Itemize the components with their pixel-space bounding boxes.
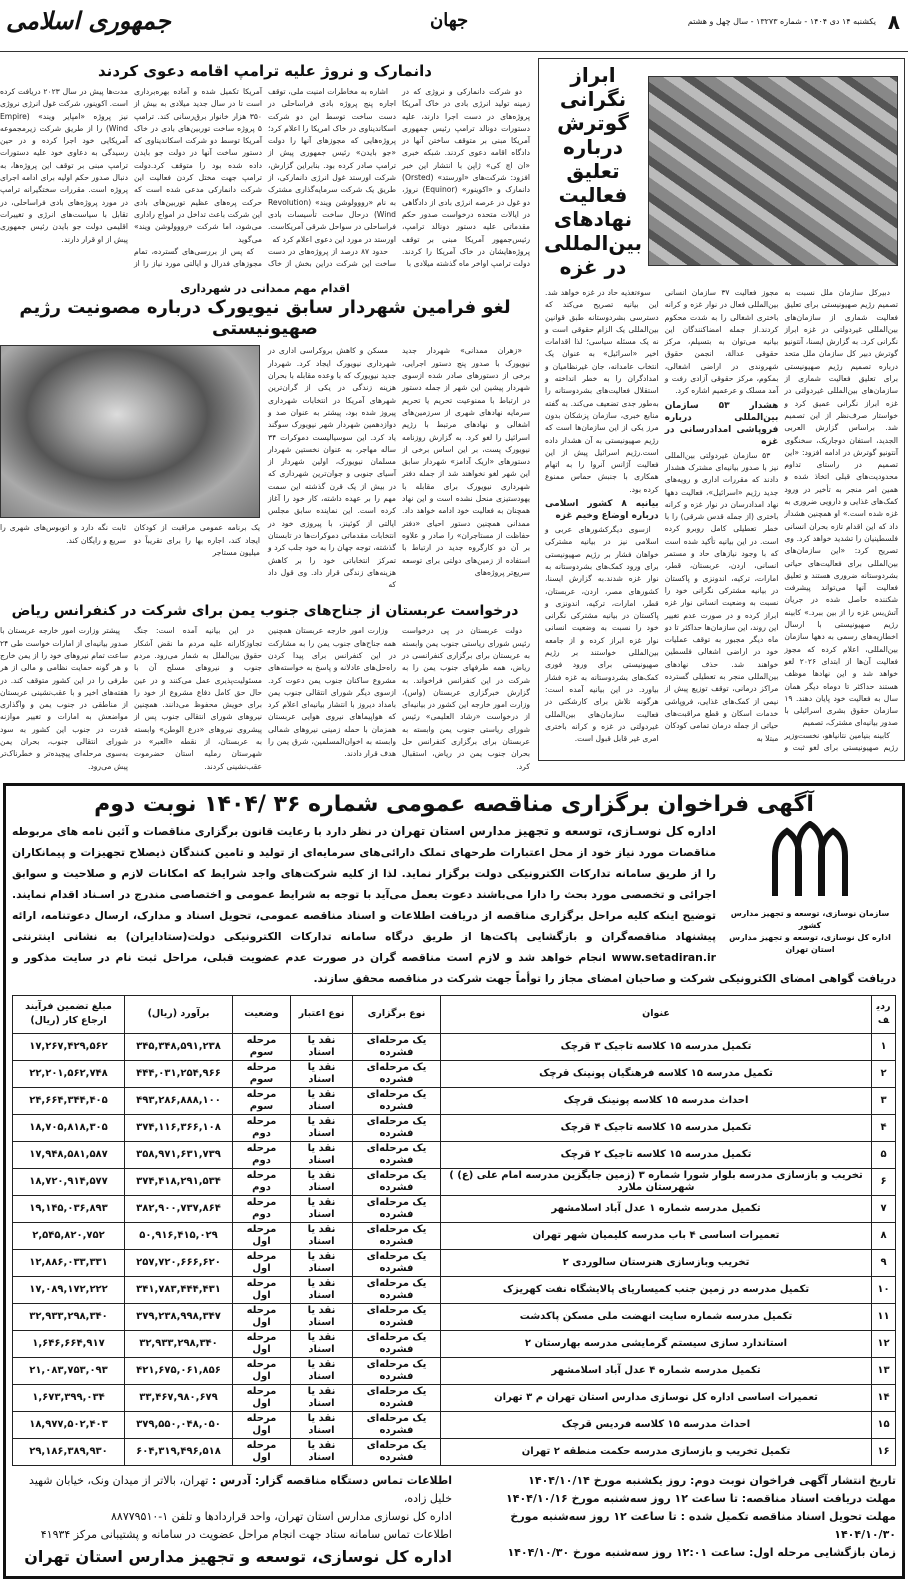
tender-method: یک مرحله‌ای فشرده <box>353 1357 441 1384</box>
table-row <box>13 1330 896 1357</box>
stage: مرحله اول <box>233 1249 291 1276</box>
estimate: ۶۰۴,۳۱۹,۴۹۶,۵۱۸ <box>125 1438 233 1465</box>
guarantee: ۱,۶۴۶,۶۶۴,۹۱۷ <box>13 1330 125 1357</box>
article-body-yemen <box>0 625 530 773</box>
paragraph: سوءتغذیه حاد در غزه خواهد شد. این بیانیه تصریح می‌کند که دسترسی بشردوستانه طبق قوانین بین‌المللی یک الزام حقوقی است و نه یک مسئله سیاسی؛ لذا اقدامات اخیر «اسرائیل» به عنوان یک انتخاب عامدانه، جان غیرنظامیان و امدادگران را به خطر انداخته و استقلال فعالیت‌های بشردوستانه را به‌طور جدی تضعیف می‌کند. به گفته منابع خبری، سازمان پزشکان بدون مرز یکی از این سازمان‌ها است که رژیم صهیونیستی به آن هشدار داده است.رژیم اسرائیل پیش از این فعالیت آژانس آنروا را به اتهام همکاری با جنبش حماس ممنوع کرده بود. <box>545 288 659 494</box>
tender-title: تعمیرات اساسی ۴ باب مدرسه کلیمیان شهر تهران <box>441 1222 872 1249</box>
stage: مرحله اول <box>233 1303 291 1330</box>
guarantee: ۲۲,۲۰۱,۵۶۲,۷۴۸ <box>13 1060 125 1087</box>
table-row <box>13 1114 896 1141</box>
contact-phone: اداره کل نوسازی مدارس استان تهران، واحد قراردادها و تلفن ۱-۸۸۷۷۹۵۱۰ <box>111 1509 452 1523</box>
tender-advertisement <box>3 783 905 1579</box>
column-header: ردیف <box>872 995 896 1033</box>
paragraph: در این بیانیه آمده است: جنگ تجاوزکارانه علیه مردم ما نقض آشکار حقوق بین‌الملل به شمار می‌رود. مردم جنوب و نیروهای مسلح آن با مسئولیت‌پذیری عمل می‌کنند و در عین حال حق کامل دفاع مشروع از خود را برای خویش محفوظ می‌دانند. همچنین نیروهای شورای انتقالی جنوب پس از پیشروی نیروهای «درع الوطن» وابسته به عربستان، از نقطه «العبر» در شهرستان رملیه استان حضرموت عقب‌نشینی کردند. <box>134 626 262 771</box>
tender-method: یک مرحله‌ای فشرده <box>353 1114 441 1141</box>
ad-signature: اداره کل نوسازی، توسعه و تجهیز مدارس استان تهران <box>24 1546 452 1566</box>
guarantee: ۳۲,۹۳۳,۲۹۸,۳۴۰ <box>13 1303 125 1330</box>
contact-setad: اطلاعات تماس سامانه ستاد جهت انجام مراحل عضویت در سامانه و پشتیبانی مرکز ۴۱۹۳۴ <box>40 1527 452 1541</box>
credit-type: نقد یا اسناد <box>291 1249 353 1276</box>
estimate: ۳۷۹,۵۵۰,۰۴۸,۰۵۰ <box>125 1411 233 1438</box>
tender-date-line: مهلت دریافت اسناد مناقصه: تا ساعت ۱۲ روز سه‌شنبه مورخ ۱۴۰۴/۱۰/۱۶ <box>506 1491 896 1505</box>
column-header: نوع اعتبار <box>291 995 353 1033</box>
tender-date-line: زمان بازگشایی مرحله اول: ساعت ۱۲:۰۱ روز سه‌شنبه مورخ ۱۴۰۴/۱۰/۳۰ <box>507 1545 896 1559</box>
row-number: ۶ <box>872 1168 896 1195</box>
credit-type: نقد یا اسناد <box>291 1357 353 1384</box>
guarantee: ۱۷,۰۸۹,۱۷۲,۲۲۲ <box>13 1276 125 1303</box>
estimate: ۴۹۳,۲۸۶,۸۸۸,۱۰۰ <box>125 1087 233 1114</box>
estimate: ۳۷۴,۴۱۸,۲۹۱,۵۳۴ <box>125 1168 233 1195</box>
estimate: ۲۵۷,۷۲۰,۶۶۶,۶۲۰ <box>125 1249 233 1276</box>
estimate: ۴۲۱,۶۷۵,۰۶۱,۸۵۶ <box>125 1357 233 1384</box>
photo-gaza-food-line <box>648 76 898 266</box>
guarantee: ۱۸,۷۰۵,۸۱۸,۳۰۵ <box>13 1114 125 1141</box>
credit-type: نقد یا اسناد <box>291 1033 353 1060</box>
tender-title: تکمیل مدرسه شماره ۱ عدل آباد اسلامشهر <box>441 1195 872 1222</box>
subheading: هشدار ۵۳ سازمان بین‌المللی درباره فروپاشی امدادرسانی در غزه <box>664 400 779 447</box>
tender-title: تکمیل مدرسه ۱۵ کلاسه تاجیک ۴ قرچک <box>441 1114 872 1141</box>
table-row <box>13 1438 896 1465</box>
stage: مرحله سوم <box>233 1087 291 1114</box>
photo-mayor <box>0 345 260 518</box>
table-row <box>13 1060 896 1087</box>
row-number: ۴ <box>872 1114 896 1141</box>
table-row <box>13 1195 896 1222</box>
organization-logo-icon <box>765 821 855 901</box>
stage: مرحله دوم <box>233 1141 291 1168</box>
stage: مرحله سوم <box>233 1060 291 1087</box>
section-title: جهان <box>430 10 469 31</box>
stage: مرحله اول <box>233 1384 291 1411</box>
stage: مرحله دوم <box>233 1195 291 1222</box>
left-articles <box>0 58 530 773</box>
paragraph: ازسوی دیگرکشورهای عربی و اسلامی نیز در بیانیه مشترکی خواهان فشار بر رژیم صهیونیستی برای ورود کمک‌های بشردوستانه به نوار غزه شدند.به گزارش ایسنا، کشورهای مصر، اردن، عربستان، قطر، امارات، ترکیه، اندونزی و پاکستان در بیانیه مشترکی نگرانی خود را نسبت به وضعیت انسانی نوار غزه ابراز کرده و از جامعه بین‌المللی خواستند بر رژیم صهیونیستی برای ورود فوری کمک‌های بشردوستانه به غزه فشار بیاورد. در این بیانیه آمده است: هرگونه تلاش برای کارشکنی در فعالیت سازمان‌های بین‌المللی غیردولتی در غزه و کرانه باختری امری غیر قابل قبول است. <box>545 525 659 744</box>
tender-method: یک مرحله‌ای فشرده <box>353 1087 441 1114</box>
column-header: نوع برگزاری <box>353 995 441 1033</box>
tender-table <box>12 995 896 1466</box>
estimate: ۳۵۸,۹۷۱,۶۳۱,۷۳۹ <box>125 1141 233 1168</box>
photo-caption-area <box>0 522 260 559</box>
row-number: ۱ <box>872 1033 896 1060</box>
stage: مرحله اول <box>233 1411 291 1438</box>
estimate: ۵۰,۹۱۶,۴۱۵,۰۲۹ <box>125 1222 233 1249</box>
article-body-gaza <box>545 287 898 754</box>
tender-method: یک مرحله‌ای فشرده <box>353 1033 441 1060</box>
estimate: ۳۴۱,۷۸۳,۴۴۴,۴۳۱ <box>125 1276 233 1303</box>
row-number: ۳ <box>872 1087 896 1114</box>
tender-dates <box>466 1472 896 1568</box>
row-number: ۲ <box>872 1060 896 1087</box>
credit-type: نقد یا اسناد <box>291 1141 353 1168</box>
page-number: ۸ <box>887 10 900 34</box>
newspaper-logo: جمهوری اسلامی <box>6 6 171 35</box>
tender-date-line: تاریخ انتشار آگهی فراخوان نوبت دوم: روز یکشنبه مورخ ۱۴۰۴/۱۰/۱۴ <box>528 1473 896 1487</box>
article-box-gaza <box>538 58 905 761</box>
article-body-denmark <box>0 86 530 270</box>
tender-method: یک مرحله‌ای فشرده <box>353 1195 441 1222</box>
guarantee: ۱۷,۲۶۷,۴۲۹,۵۶۲ <box>13 1033 125 1060</box>
tender-method: یک مرحله‌ای فشرده <box>353 1168 441 1195</box>
table-row <box>13 1141 896 1168</box>
article-title-yemen: درخواست عربستان از جناح‌های جنوب یمن برای شرکت در کنفرانس ریاض <box>11 603 519 620</box>
tender-method: یک مرحله‌ای فشرده <box>353 1249 441 1276</box>
credit-type: نقد یا اسناد <box>291 1222 353 1249</box>
tender-method: یک مرحله‌ای فشرده <box>353 1411 441 1438</box>
guarantee: ۱۸,۹۷۷,۵۰۲,۴۰۳ <box>13 1411 125 1438</box>
article-title-nyc: لغو فرامین شهردار سابق نیویورک درباره مصونیت رژیم صهیونیستی <box>19 297 511 340</box>
paragraph: که پس از بررسی‌های گسترده، تمام مجوزهای فدرال و ایالتی مورد نیاز را از مدت‌ها پیش در سال ۲۰۲۳ دریافت کرده است. اکوینور، شرکت غول انرژی نروژی نیز پروژه «امپایر ویند» (Empire Wind) را از طریق شرکت زیرمجموعه آمریکایی خود اجرا کرده و در حین رسیدگی به دعاوی خود علیه دستورات ترامپ مبنی بر توقف این پروژه‌ها، به دنبال صدور حکم اولیه برای ادامه اجرای پروژه است. مقررات سختگیرانه ترامپ در مورد پروژه‌های بادی فراساحلی، در تقابل با سیاست‌های انرژی و تغییرات اقلیمی دولت جو بایدن رئیس جمهوری پیش از او قرار دارند. <box>0 87 262 269</box>
tender-method: یک مرحله‌ای فشرده <box>353 1060 441 1087</box>
table-row <box>13 1357 896 1384</box>
row-number: ۱۲ <box>872 1330 896 1357</box>
credit-type: نقد یا اسناد <box>291 1195 353 1222</box>
estimate: ۳۷۹,۲۳۸,۹۹۸,۳۴۷ <box>125 1303 233 1330</box>
paragraph: دبیرکل سازمان ملل نسبت به تصمیم رژیم صهیونیستی برای تعلیق فعالیت شماری از سازمان‌های بین‌المللی غیردولتی در غزه ابراز نگرانی کرد. به گزارش ایسنا، آنتونیو گوترش دبیر کل سازمان ملل متحد درباره تصمیم رژیم صهیونیستی برای تعلیق فعالیت شماری از سازمان‌های بین‌المللی غیردولتی در غزه ابراز نگرانی عمیق کرد و خواستار صرف‌نظر از این تصمیم شد. براساس گزارش العربی الجدید، استفان دوجاریک، سخنگوی آنتونیو گوترش در ادامه افزود: «این تصمیم در راستای تداوم محدودیت‌های قبلی اتخاذ شده و همین امر منجر به تأخیر در ورود کمک‌های غذایی و دارویی ضروری به غزه شده است.» او همچنین هشدار داد که این اقدام تازه بحران انسانی فلسطینیان را تشدید خواهد کرد. وی تصریح کرد: «این سازمان‌های بین‌المللی برای فعالیت‌های حیاتی بشردوستانه ضروری هستند و تعلیق فعالیت آنها می‌تواند پیشرفت شکننده حاصل شده در جریان آتش‌بس غزه را از بین ببرد.» کابینه رژیم صهیونیستی با ارسال اخطاریه‌های رسمی به دهها سازمان بین‌المللی، اعلام کرده که مجوز فعالیت آن‌ها از ابتدای ۲۰۲۶ لغو خواهد شد و این نهادها موظف هستند حداکثر تا دوماه دیگر همان سال به فعالیت خود پایان دهند. ۱۹ سازمان حقوق بشری اسرائیلی با صدور بیانیه‌ای مشترک، تصمیم <box>784 288 898 728</box>
tender-method: یک مرحله‌ای فشرده <box>353 1141 441 1168</box>
row-number: ۷ <box>872 1195 896 1222</box>
article-kicker-nyc: اقدام مهم ممدانی در شهرداری <box>180 282 350 296</box>
guarantee: ۱۷,۹۴۸,۵۸۱,۵۸۷ <box>13 1141 125 1168</box>
tender-title: تکمیل مدرسه ۱۵ کلاسه فرهنگیان پونینک قرچک <box>441 1060 872 1087</box>
ad-intro-org: اداره کل نوسـازی، توسعه و تجهیز مدارس استان تهران <box>391 823 716 838</box>
guarantee: ۱,۶۷۳,۳۹۹,۰۳۴ <box>13 1384 125 1411</box>
paragraph: ۵۳ سازمان غیردولتی بین‌المللی نیز با صدور بیانیه‌ای مشترک هشدار دادند که مقررات اداری و رویه‌های جدید رژیم «اسرائیل»، فعالیت دهها نهاد امدادرسان در نوار غزه و کرانه باختری (از جمله قدس شرقی) را با خطر تعطیلی کامل روبرو کرده است. در این بیانیه تأکید شده است که با وجود نیازهای حاد و مستمر انسانی، اردن، عربستان، قطر، امارات، ترکیه، اندونزی و پاکستان در بیانیه مشترکی نگرانی خود را نسبت به وضعیت انسانی نوار غزه ابراز کرده و در صورت عدم تغییر این روند، این سازمان‌ها حداکثر تا دو ماه دیگر مجبور به توقف عملیات خود در اراضی اشغالی فلسطین خواهند شد. حذف نهادهای بین‌المللی منجر به تعطیلی گسترده مراکز درمانی، توقف توزیع پیش از نیمی از کمک‌های غذایی، فروپاشی خدمات اسکان و قطع مراقبت‌های حیاتی از جمله درمان تمامی کودکان مبتلا به <box>664 450 779 743</box>
contact-label: اطلاعات تماس دستگاه مناقصه گزار: آدرس : <box>211 1473 452 1487</box>
row-number: ۱۳ <box>872 1357 896 1384</box>
tender-method: یک مرحله‌ای فشرده <box>353 1330 441 1357</box>
credit-type: نقد یا اسناد <box>291 1438 353 1465</box>
news-area <box>0 52 908 773</box>
tender-title: استاندارد سازی سیستم گرمایشی مدرسه بهارستان ۲ <box>441 1330 872 1357</box>
org-name-province: اداره کل نوسازی، توسعه و تجهیز مدارس استان تهران <box>729 932 891 954</box>
tender-title: تکمیل مدرسه شماره سایت انهضت ملی مسکن پاکدشت <box>441 1303 872 1330</box>
tender-title: احداث مدرسه ۱۵ کلاسه پونینک قرچک <box>441 1087 872 1114</box>
estimate: ۳۲,۹۳۳,۲۹۸,۳۴۰ <box>125 1330 233 1357</box>
tender-title: تعمیرات اساسی اداره کل نوسازی مدارس استان تهران م ۳ تهران <box>441 1384 872 1411</box>
article-title-gaza: ابراز نگرانی گوترش درباره تعلیق فعالیت نهادهای بین‌المللی در غزه <box>543 63 642 279</box>
subheading: بیانیه ۸ کشور اسلامی درباره اوضاع وخیم غزه <box>545 499 659 522</box>
row-number: ۸ <box>872 1222 896 1249</box>
stage: مرحله دوم <box>233 1114 291 1141</box>
stage: مرحله اول <box>233 1438 291 1465</box>
credit-type: نقد یا اسناد <box>291 1330 353 1357</box>
paragraph: اشاره به مخاطرات امنیت ملی، توقف اجاره پنج پروژه بادی فراساحلی در دست ساخت توسط این دو شرکت اسکاندیناوی در خاک امریکا را اعلام کرد؛ پروژه‌هایی که مجوزهای آنها را دولت «جو بایدن» رئیس جمهوری پیش از ترامپ صادر کرده بود. بنابراین گزارش، شرکت اورستد غول انرژی دانمارکی، از طریق یک شرکت سرمایه‌گذاری مشترک به نام «رووولوشن ویند» (Revolution Wind) درحال ساخت تأسیسات بادی فراساحلی در سواحل شرقی آمریکاست. اورستد در مورد این دعوی اعلام کرد که <box>268 87 396 244</box>
paragraph: کابینه بنیامین نتانیاهو، نخست‌وزیر رژیم صهیونیستی برای لغو ثبت و مجوز فعالیت ۳۷ سازمان انسانی بین‌المللی فعال در نوار غزه و کرانه باختری اشغالی را به شدت محکوم کردند.از جمله امضاکنندگان این بیانیه می‌توان به بتسیلم، مرکز حقوقی عدالة، انجمن حقوق شهروندی در اراضی اشغالی، بمکوم، مرکز حقوقی آزادی رفت و آمد مسلک و عرعمیم اشاره کرد. <box>664 288 898 752</box>
tender-date-line: مهلت تحویل اسناد مناقصه تکمیل شده : تا ساعت ۱۲ روز سه‌شنبه مورخ ۱۴۰۴/۱۰/۳۰ <box>510 1509 896 1541</box>
row-number: ۱۵ <box>872 1411 896 1438</box>
page-header <box>0 0 908 52</box>
tender-method: یک مرحله‌ای فشرده <box>353 1222 441 1249</box>
paragraph: وزارت امور خارجه عربستان همچنین همه جناح‌های جنوب یمن را به مشارکت در این کنفرانس برای پیدا کردن راه‌حل‌های عادلانه و پاسخ به خواسته‌های مشروع ساکنان جنوب یمن دعوت کرد. ازسوی دیگر شورای انتقالی جنوب یمن بامداد دیروز با انتشار بیانیه‌ای اعلام کرد که هواپیماهای نیروی هوایی عربستان همزمان با حمله زمینی نیروهای شمالی وابسته به اخوان‌المسلمین، شرق یمن را هدف قرار دادند. <box>268 626 396 759</box>
tender-title: تکمیل مدرسه ۱۵ کلاسه تاجیک ۳ قرچک <box>441 1033 872 1060</box>
estimate: ۴۴۴,۰۳۱,۲۵۴,۹۶۶ <box>125 1060 233 1087</box>
row-number: ۹ <box>872 1249 896 1276</box>
column-header: عنوان <box>441 995 872 1033</box>
tender-method: یک مرحله‌ای فشرده <box>353 1276 441 1303</box>
article-body-nyc <box>268 345 530 591</box>
tender-title: تکمیل مدرسه در زمین جنب کمیساریای پالایشگاه نفت کهریزک <box>441 1276 872 1303</box>
paragraph: حدود ۸۷ درصد از پروژه‌های در دست ساخت این شرکت دراین بخش از خاک آمریکا تکمیل شده و آماده بهره‌برداری است تا در سال جدید میلادی به بیش از ۳۵۰ هزار خانوار برق‌رسانی کند. ترامپ ۵ پروژه ساخت توربین‌های بادی در خاک آمریکا توسط دو شرکت اسکاندیناوی که دستور ساخت آنها در دولت جو بایدن داده شده بود را متوقف کرد.دولت ترامپ جهت مختل کردن فعالیت این شرکت دانمارکی مدعی شده است که حرکت پره‌های عظیم توربین‌های بادی این شرکت باعث تداخل در امواج راداری می‌شود، اما شرکت «رووولوشن ویند» می‌گوید <box>134 87 396 269</box>
guarantee: ۲۴,۶۶۴,۳۴۴,۴۰۵ <box>13 1087 125 1114</box>
credit-type: نقد یا اسناد <box>291 1114 353 1141</box>
credit-type: نقد یا اسناد <box>291 1168 353 1195</box>
paragraph: دولت عربستان در پی درخواست رئیس شورای ریاستی جنوب یمن وابسته به عربستان برای برگزاری کنفرانسی در ریاض، همه طرفهای جنوب یمن را به شرکت در این کنفرانس فراخواند. به گزارش خبرگزاری عربستان (واس)، وزارت امور خارجه این کشور در بیانیه‌ای از درخواست «رشاد العلیمی» رئیس شورای ریاستی جنوب یمن وابسته به عربستان برای برگزاری کنفرانس حل بحران جنوب یمن در ریاض، استقبال کرد. <box>402 626 530 771</box>
estimate: ۳۷۴,۱۱۶,۳۶۶,۱۰۸ <box>125 1114 233 1141</box>
row-number: ۱۶ <box>872 1438 896 1465</box>
paragraph: مسکن و کاهش بروکراسی اداری در شهرداری نیویورک ایجاد کرد. شهردار جدید نیویورک که با وعده مقابله با بحران هزینه زندگی در یکی از گران‌ترین شهرهای آمریکا در انتخابات شهرداری پیروز شده بود، پیشتر به عنوان صد و دوازدهمین شهردار شهر نیویورک سوگند یاد کرد. این سوسیالیست دموکرات ۳۴ ساله مهاجر، به عنوان نخستین شهردار مسلمان نیویورک، اولین شهردار از آسیای جنوبی و جوان‌ترین شهرداری که در بیش از یک قرن گذشته این سمت مهم را بر عهده داشته، کار خود را آغاز کرده است. این نماینده سابق مجلس ایالتی از کوئینز، با پیروزی خود در انتخابات مقدماتی دموکرات‌ها در تابستان گذشته، توجه جهان را به خود جلب کرد و تمرکز انتخاباتی خود را بر کاهش هزینه‌های زندگی قرار داد. وی قول داد که <box>268 346 396 590</box>
paragraph: دو شرکت دانمارکی و نروژی که در زمینه تولید انرژی بادی در خاک آمریکا پروژه‌های در دست اجرا دارند، علیه دستورات دونالد ترامپ رئیس جمهوری آمریکا مبنی بر متوقف ساختن آنها در دادگاه اقامه دعوی کردند. شبکه خبری «ان اچ کی» ژاپن با انتشار این خبر افزود: شرکت‌های «اورستد» (Orsted) دانمارک و «اکوینور» (Equinor) نروژ، دو غول در عرصه انرژی بادی از دادگاهی در ایالات متحده درخواست صدور حکم مقدماتی علیه دستور دونالد ترامپ، رئیس‌جمهور آمریکا مبنی بر توقف پروژه‌هایشان در خاک آمریکا را کردند. دولت ترامپ اواخر ماه گذشته میلادی با <box>402 87 530 269</box>
issue-date-line: یکشنبه ۱۴ دی ۱۴۰۴ - شماره ۱۳۲۷۳ - سال چهل و هشتم <box>687 17 876 26</box>
photo-caption: ثابت نگه دارد و اتوبوس‌های شهری را سریع و رایگان کند. <box>0 523 126 545</box>
ad-intro-body: در نظر دارد با رعایت قانون برگزاری مناقصات و آئین نامه های مربوطه مناقصات مورد نیاز خود از محل اعتبارات طرحهای تملک دارائی‌های سرمایه‌ای از تولید و تامین کنندگان ذیصلاح تجهیزات و پیمانکاران را از طریق سامانه تدارکات الکترونیکی دولت برگزار نماید. لذا از کلیه شرکت‌های واجد شرایط که امکانات لازم و صلاحیت و سوابق اجرائی و تخصصی مورد بحث را دارا می‌باشند دعوت بعمل می‌آید با توجه به شرایط عمومی و اختصاصی مندرج در اسـناد اقدام نمایند. توضیح اینکه کلیه مراحل برگزاری مناقصه از دریافت اطلاعات و اسناد مناقصه عمومی، تحویل اسناد و مدارک، ارسال دعوتنامه، ارائه پیشنهاد مناقصه‌گران و بازگشایی پاکت‌ها از طریق درگاه سامانه تدارکات الکترونیکی دولت(ستادایران) به نشانی اینترنتی www.setadiran.ir انجام خواهد شد و لازم است مناقصه گران در صورت عدم عضویت قبلی، مراحل ثبت نام در سایت مذکور و دریافت گواهی امضای الکترونیکی شرکت و صاحبان امضای مجاز را توأماً جهت شرکت در مناقصه محقق سازند. <box>12 824 896 985</box>
table-row <box>13 1384 896 1411</box>
contact-address: تهران، بالاتر از میدان ونک، خیابان شهید خلیل زاده، <box>29 1473 452 1505</box>
stage: مرحله سوم <box>233 1033 291 1060</box>
estimate: ۳۴۵,۳۴۸,۵۹۱,۲۳۸ <box>125 1033 233 1060</box>
stage: مرحله اول <box>233 1276 291 1303</box>
table-row <box>13 1276 896 1303</box>
guarantee: ۲۹,۱۸۶,۳۸۹,۹۳۰ <box>13 1438 125 1465</box>
table-row <box>13 1303 896 1330</box>
row-number: ۱۱ <box>872 1303 896 1330</box>
credit-type: نقد یا اسناد <box>291 1411 353 1438</box>
contact-info <box>12 1472 452 1568</box>
photo-caption: یک برنامه عمومی مراقبت از کودکان ایجاد کند، اجاره بها را برای تقریباً دو میلیون مستاجر <box>134 523 260 558</box>
stage: مرحله اول <box>233 1222 291 1249</box>
tender-title: تکمیل مدرسه ۱۵ کلاسه تاجیک ۲ قرچک <box>441 1141 872 1168</box>
column-header: برآورد (ریال) <box>125 995 233 1033</box>
tender-title: تخریب وبازسازی هنرستان سالوردی ۲ <box>441 1249 872 1276</box>
guarantee: ۱۸,۷۲۰,۹۱۴,۵۷۷ <box>13 1168 125 1195</box>
tender-title: تکمیل تخریب و بازسازی مدرسه حکمت منطقه ۲ تهران <box>441 1438 872 1465</box>
ad-title: آگهی فراخوان برگزاری مناقصه عمومی شماره ۳۶ /۱۴۰۴ نوبت دوم <box>94 791 814 817</box>
tender-title: احداث مدرسه ۱۵ کلاسه فردیس قرچک <box>441 1411 872 1438</box>
guarantee: ۲,۵۴۵,۸۲۰,۷۵۲ <box>13 1222 125 1249</box>
tender-method: یک مرحله‌ای فشرده <box>353 1438 441 1465</box>
estimate: ۳۳,۴۶۷,۹۸۰,۶۷۹ <box>125 1384 233 1411</box>
credit-type: نقد یا اسناد <box>291 1087 353 1114</box>
guarantee: ۱۹,۱۴۵,۰۳۶,۸۹۳ <box>13 1195 125 1222</box>
column-header: مبلغ تضمین فرآیند ارجاع کار (ریال) <box>13 995 125 1033</box>
row-number: ۱۴ <box>872 1384 896 1411</box>
tender-method: یک مرحله‌ای فشرده <box>353 1384 441 1411</box>
paragraph: پیشتر وزارت امور خارجه عربستان با صدور بیانیه‌ای از امارات خواست طی ۲۴ ساعت تمام نیروهای خود را از یمن خارج و هر گونه حمایت نظامی و مالی از هر طرفی را در این کشور متوقف کند. در هفته‌های اخیر و با عقب‌نشینی عربستان از مناطقی در جنوب یمن و واگذاری مواضعش به امارات و تغییر موازنه قدرت در جنوب این کشور به سود شورای انتقالی جنوب، بحران یمن به‌سوی مرحله‌ای پیچیده‌تر و خطرناک‌تر پیش می‌رود. <box>0 626 128 771</box>
estimate: ۳۸۲,۹۰۰,۷۳۷,۸۶۴ <box>125 1195 233 1222</box>
table-row <box>13 1087 896 1114</box>
row-number: ۱۰ <box>872 1276 896 1303</box>
table-row <box>13 1033 896 1060</box>
stage: مرحله اول <box>233 1357 291 1384</box>
credit-type: نقد یا اسناد <box>291 1276 353 1303</box>
org-name-national: سازمان نوسازی، توسعه و تجهیز مدارس کشور <box>730 908 890 930</box>
table-row <box>13 1222 896 1249</box>
stage: مرحله دوم <box>233 1168 291 1195</box>
credit-type: نقد یا اسناد <box>291 1384 353 1411</box>
table-row <box>13 1411 896 1438</box>
tender-title: تخریب و بازسازی مدرسه بلوار شورا شماره ۳ (زمین جایگزین مدرسه امام علی (ع) ) شهرستان ملارد <box>441 1168 872 1195</box>
ad-intro-text <box>12 821 896 989</box>
column-header: وضعیت <box>233 995 291 1033</box>
guarantee: ۱۲,۸۸۶,۰۳۳,۳۳۱ <box>13 1249 125 1276</box>
tender-method: یک مرحله‌ای فشرده <box>353 1303 441 1330</box>
paragraph: «زهران ممدانی» شهردار جدید نیویورک با صدور پنج دستور اجرایی، برخی از دستورهای صادر شده ازسوی شهردار پیشین این شهر از جمله دستور در ارتباط با ممنوعیت تحریم یا تحریم سرمایه نهادهای شهری از سرزمین‌های اشغالی و نهادهای مرتبط با رژیم اسرائیل را لغو کرد. به گزارش روزنامه نیویورک پست، بر این اساس برخی از دستورهای «اریک آدامز» شهردار سابق این شهر لغو نخواهند شد از جمله دفتر شهرداری نیویورک برای مقابله با یهودستیزی منحل نشده است و این نهاد همچنان به فعالیت خود ادامه خواهد داد. ممدانی همچنین دستور احیای «دفتر حفاظت از مستاجران» را صادر و علاوه بر آن دو کارگروه جدید در ارتباط با استفاده از زمین‌های دولتی برای توسعه سریع‌تر پروژه‌های <box>402 346 530 577</box>
table-row <box>13 1249 896 1276</box>
guarantee: ۲۱,۰۸۳,۷۵۳,۰۹۳ <box>13 1357 125 1384</box>
row-number: ۵ <box>872 1141 896 1168</box>
credit-type: نقد یا اسناد <box>291 1060 353 1087</box>
tender-title: تکمیل مدرسه شماره ۴ عدل آباد اسلامشهر <box>441 1357 872 1384</box>
credit-type: نقد یا اسناد <box>291 1303 353 1330</box>
table-row <box>13 1168 896 1195</box>
stage: مرحله اول <box>233 1330 291 1357</box>
article-title-denmark: دانمارک و نروژ علیه ترامپ اقامه دعوی کردند <box>98 62 432 80</box>
